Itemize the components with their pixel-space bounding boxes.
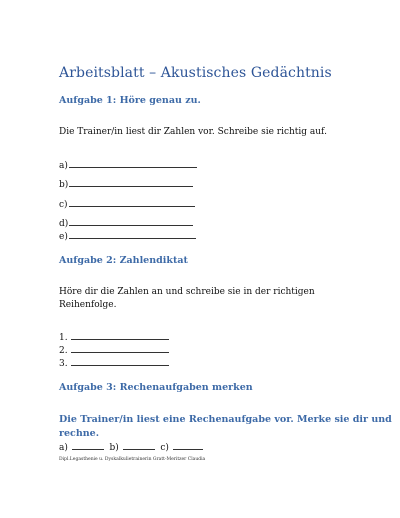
task4-item-c-label: c): [160, 443, 169, 453]
task4-item-b-label: b): [109, 443, 119, 453]
task1-item-b-label: b): [59, 180, 69, 190]
answer-line-3[interactable]: [71, 357, 169, 366]
answer-line-d[interactable]: [69, 217, 193, 226]
task2-item-1-label: 1.: [59, 333, 68, 343]
task4-answers: [59, 441, 203, 453]
task4-item-a-label: a): [59, 443, 68, 453]
answer-line-task4-a[interactable]: [72, 441, 104, 450]
task1-item-a: [59, 159, 197, 171]
task2-heading: Aufgabe 2: Zahlendiktat: [59, 255, 188, 266]
answer-line-b[interactable]: [69, 178, 193, 187]
answer-line-task4-b[interactable]: [123, 441, 155, 450]
task4-heading-line1: Die Trainer/in liest eine Rechenaufgabe vor. Merke sie dir und: [59, 414, 392, 425]
task1-item-b: [59, 178, 193, 190]
answer-line-a[interactable]: [69, 159, 197, 168]
task2-item-3-label: 3.: [59, 359, 68, 369]
task1-item-e: [59, 230, 196, 242]
task1-item-c: [59, 198, 195, 210]
answer-line-1[interactable]: [71, 331, 169, 340]
task1-instruction: Die Trainer/in liest dir Zahlen vor. Schreibe sie richtig auf.: [59, 127, 327, 137]
task1-item-d: [59, 217, 193, 229]
task2-instruction-line2: Reihenfolge.: [59, 300, 117, 310]
worksheet-title: Arbeitsblatt – Akustisches Gedächtnis: [59, 65, 332, 81]
task3-heading: Aufgabe 3: Rechenaufgaben merken: [59, 382, 253, 393]
task1-item-c-label: c): [59, 200, 68, 210]
task2-item-1: [59, 331, 169, 343]
answer-line-task4-c[interactable]: [173, 441, 203, 450]
task2-item-3: [59, 357, 169, 369]
task1-item-a-label: a): [59, 161, 68, 171]
answer-line-2[interactable]: [71, 344, 169, 353]
answer-line-c[interactable]: [69, 198, 195, 207]
task2-instruction-line1: Höre dir die Zahlen an und schreibe sie in der richtigen: [59, 287, 315, 297]
answer-line-e[interactable]: [69, 230, 196, 239]
task1-item-d-label: d): [59, 219, 69, 229]
footer-credit: Dipl.Legasthenie u. Dyskalkulietrainerin Gratt-Meritzer Claudia: [59, 457, 206, 462]
task1-item-e-label: e): [59, 232, 68, 242]
task2-item-2: [59, 344, 169, 356]
task2-item-2-label: 2.: [59, 346, 68, 356]
task1-heading: Aufgabe 1: Höre genau zu.: [59, 95, 201, 106]
task4-heading-line2: rechne.: [59, 428, 99, 439]
